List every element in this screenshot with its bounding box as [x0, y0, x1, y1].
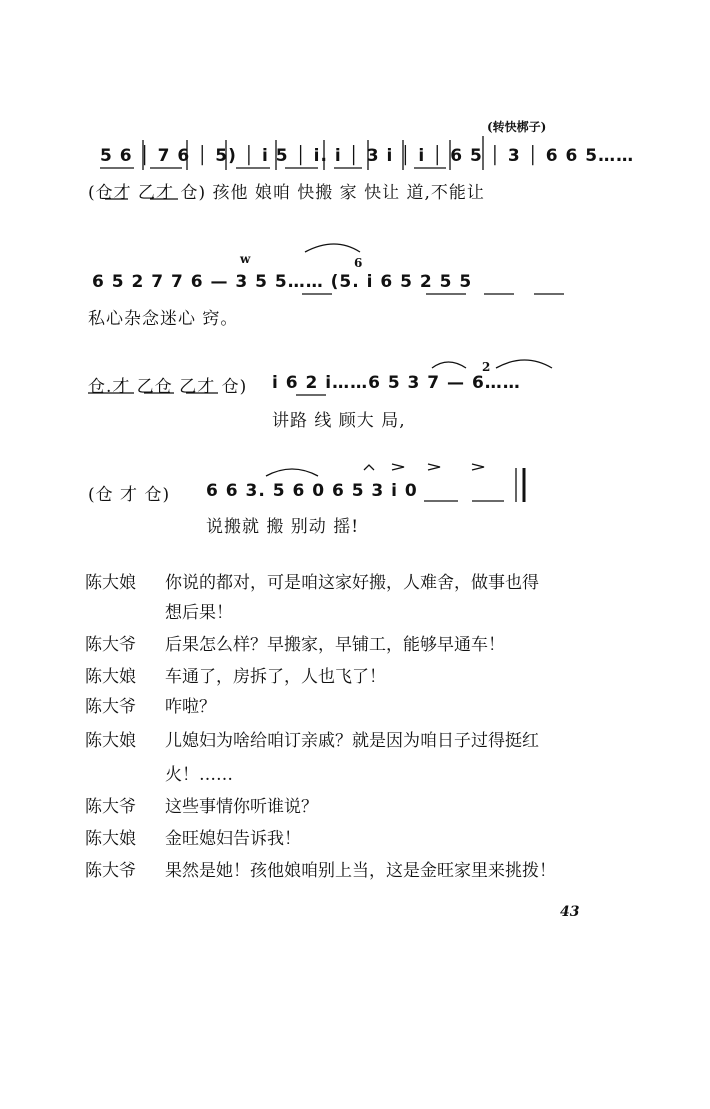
- score-line2-notes: 6 5 2 7 7 6 — 3 5 5…… (5. i 6 5 2 5 5: [92, 272, 473, 292]
- dialogue-line: 想后果！: [165, 603, 233, 623]
- dialogue-line: 你说的都对，可是咱这家好搬，人难舍，做事也得: [165, 573, 539, 593]
- score-line1-lyrics: (仓才 乙才 仓) 孩他 娘咱 快搬 家 快让 道,不能让: [88, 183, 485, 203]
- dialogue-line: 车通了，房拆了，人也飞了！: [165, 667, 386, 687]
- score-line4-notes: 6 6 3. 5 6 0 6 5 3 i 0: [206, 481, 418, 501]
- dialogue-speaker: 陈大爷: [85, 797, 136, 817]
- score-line2-lyrics: 私心杂念迷心 窍。: [88, 309, 239, 329]
- tempo-mark: (转快梆子): [487, 120, 547, 134]
- score-line4-lyrics: 说搬就 搬 别动 摇!: [206, 517, 360, 537]
- dialogue-line: 这些事情你听谁说？: [165, 797, 318, 817]
- dialogue-line: 金旺媳妇告诉我！: [165, 829, 301, 849]
- dialogue-line: 果然是她！孩他娘咱别上当，这是金旺家里来挑拨！: [165, 861, 556, 881]
- score-line4-percussion: (仓 才 仓): [88, 485, 171, 505]
- score-line2-grace-note: 6: [354, 256, 363, 270]
- dialogue-line: 儿媳妇为啥给咱订亲戚？就是因为咱日子过得挺红: [165, 731, 539, 751]
- dialogue-line: 火！……: [165, 765, 233, 785]
- dialogue-speaker: 陈大爷: [85, 861, 136, 881]
- score-line3-percussion: 仓.才 乙仓 乙才 仓): [88, 377, 248, 397]
- dialogue-line: 后果怎么样？早搬家，早铺工，能够早通车！: [165, 635, 505, 655]
- score-line2-ornament: w: [240, 252, 251, 266]
- score-line1-notes: 5 6 │ 7 6 │ 5) │ i 5 │ i. i │ 3 i │ i │ 6 5 │ 3 │ 6 6 5……: [100, 146, 635, 166]
- score-line3-notes: i 6 2 i……6 5 3 7 — 6……: [272, 373, 521, 393]
- dialogue-speaker: 陈大娘: [85, 731, 136, 751]
- dialogue-speaker: 陈大爷: [85, 697, 136, 717]
- score-line3-grace-note: 2: [482, 360, 491, 374]
- page-number: 43: [560, 904, 580, 920]
- dialogue-line: 咋啦？: [165, 697, 216, 717]
- score-line3-lyrics: 讲路 线 顾大 局,: [272, 411, 406, 431]
- dialogue-speaker: 陈大娘: [85, 829, 136, 849]
- dialogue-speaker: 陈大爷: [85, 635, 136, 655]
- dialogue-speaker: 陈大娘: [85, 573, 136, 593]
- dialogue-speaker: 陈大娘: [85, 667, 136, 687]
